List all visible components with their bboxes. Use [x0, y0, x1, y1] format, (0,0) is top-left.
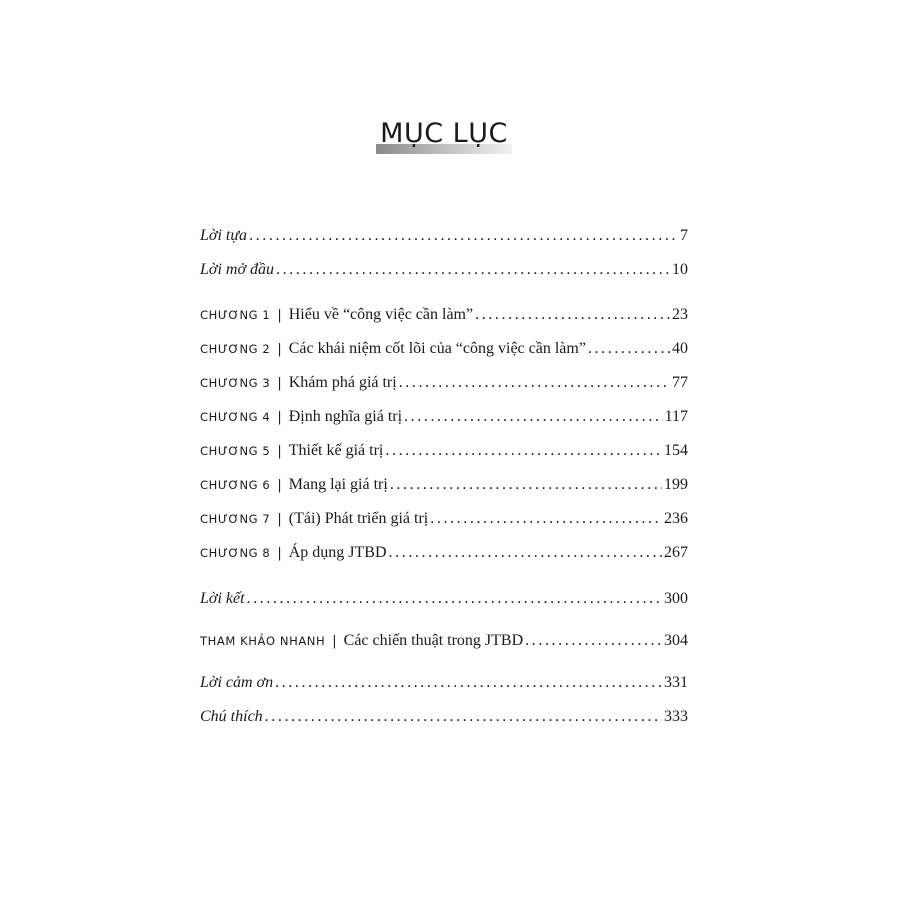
dot-leader	[385, 439, 662, 463]
toc-page-number: 199	[664, 476, 688, 493]
toc-page-number: 304	[664, 632, 688, 649]
toc-entry-notes[interactable]	[200, 705, 688, 729]
dot-leader	[390, 473, 662, 497]
toc-entry-preface[interactable]	[200, 224, 688, 248]
toc-page-number: 331	[664, 674, 688, 691]
toc-entry-text: Chú thích	[200, 708, 263, 725]
toc-entry-text: Định nghĩa giá trị	[288, 408, 403, 425]
dot-leader	[475, 303, 670, 327]
page-title: MỤC LỤC	[380, 118, 508, 149]
toc-page-number: 10	[672, 261, 688, 278]
separator-bar: |	[277, 376, 282, 391]
toc-entry-chapter-6[interactable]	[200, 473, 688, 497]
toc-page-number: 40	[672, 340, 688, 357]
dot-leader	[275, 671, 662, 695]
table-of-contents	[200, 0, 688, 900]
toc-entry-chapter-5[interactable]	[200, 439, 688, 463]
toc-page-number: 300	[664, 590, 688, 607]
separator-bar: |	[277, 546, 282, 561]
toc-entry-text: Mang lại giá trị	[288, 476, 388, 493]
dot-leader	[389, 541, 662, 565]
separator-bar: |	[277, 478, 282, 493]
toc-entry-text: (Tái) Phát triển giá trị	[288, 510, 429, 527]
toc-page-number: 7	[680, 227, 688, 244]
dot-leader	[265, 705, 662, 729]
dot-leader	[430, 507, 662, 531]
toc-entry-introduction[interactable]	[200, 258, 688, 282]
chapter-label: CHƯƠNG 5	[200, 444, 271, 458]
toc-entry-chapter-3[interactable]	[200, 371, 688, 395]
toc-entry-text: Hiểu về “công việc cần làm”	[288, 306, 474, 323]
toc-entry-text: Các chiến thuật trong JTBD	[343, 632, 524, 649]
toc-page-number: 154	[664, 442, 688, 459]
chapter-label: CHƯƠNG 4	[200, 410, 271, 424]
toc-entry-conclusion[interactable]	[200, 587, 688, 611]
toc-entry-text: Khám phá giá trị	[288, 374, 397, 391]
chapter-label: CHƯƠNG 3	[200, 376, 271, 390]
chapter-label: CHƯƠNG 2	[200, 342, 271, 356]
separator-bar: |	[277, 410, 282, 425]
toc-entry-chapter-4[interactable]	[200, 405, 688, 429]
toc-page-number: 236	[664, 510, 688, 527]
separator-bar: |	[332, 634, 337, 649]
chapter-label: CHƯƠNG 8	[200, 546, 271, 560]
toc-page-number: 333	[664, 708, 688, 725]
dot-leader	[588, 337, 670, 361]
toc-entry-text: Lời cảm ơn	[200, 674, 274, 691]
toc-entry-quick-reference[interactable]	[200, 629, 688, 653]
toc-entry-text: Lời mở đầu	[200, 261, 274, 278]
dot-leader	[247, 587, 662, 611]
toc-entry-chapter-7[interactable]	[200, 507, 688, 531]
toc-entry-chapter-1[interactable]	[200, 303, 688, 327]
toc-entry-text: Các khái niệm cốt lõi của “công việc cần làm”	[288, 340, 586, 357]
separator-bar: |	[277, 512, 282, 527]
separator-bar: |	[277, 444, 282, 459]
toc-entry-acknowledgements[interactable]	[200, 671, 688, 695]
separator-bar: |	[277, 308, 282, 323]
dot-leader	[249, 224, 678, 248]
toc-page-number: 23	[672, 306, 688, 323]
toc-entry-text: Áp dụng JTBD	[288, 544, 387, 561]
chapter-label: CHƯƠNG 6	[200, 478, 271, 492]
chapter-label: THAM KHẢO NHANH	[200, 634, 326, 648]
toc-entry-text: Thiết kế giá trị	[288, 442, 384, 459]
toc-entry-text: Lời tựa	[200, 227, 248, 244]
dot-leader	[399, 371, 670, 395]
toc-page-number: 117	[664, 408, 688, 425]
dot-leader	[525, 629, 662, 653]
toc-entry-chapter-2[interactable]	[200, 337, 688, 361]
toc-entry-text: Lời kết	[200, 590, 245, 607]
dot-leader	[276, 258, 670, 282]
chapter-label: CHƯƠNG 1	[200, 308, 271, 322]
dot-leader	[404, 405, 663, 429]
toc-page-number: 77	[672, 374, 688, 391]
toc-entry-chapter-8[interactable]	[200, 541, 688, 565]
separator-bar: |	[277, 342, 282, 357]
toc-page-number: 267	[664, 544, 688, 561]
chapter-label: CHƯƠNG 7	[200, 512, 271, 526]
